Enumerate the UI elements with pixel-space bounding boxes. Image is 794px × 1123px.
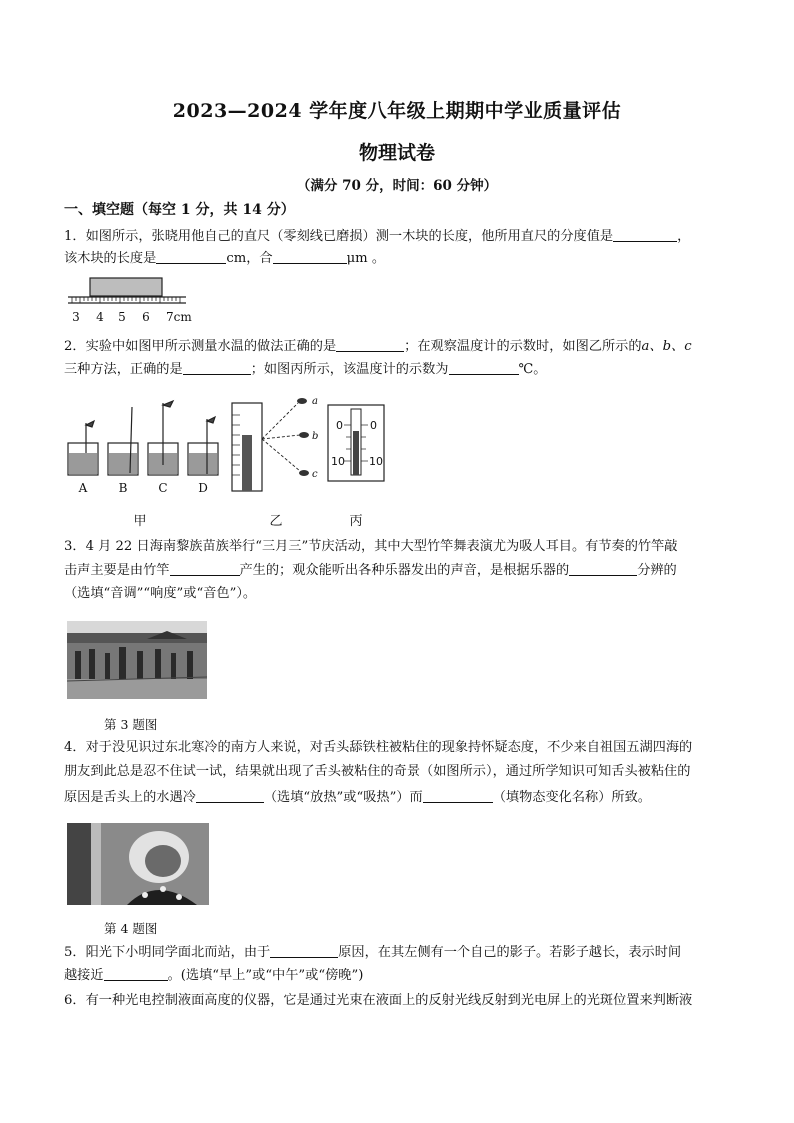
- q5-line2: 越接近 。(选填“早上”或“中午”或“傍晚”): [64, 968, 364, 983]
- q2-figures: [60, 395, 400, 530]
- figure-label-bing: 丙: [349, 514, 363, 529]
- q3-line1: 3．4 月 22 日海南黎族苗族举行“三月三”节庆活动，其中大型竹竿舞表演尤为吸人耳目。有节奏的竹竿敲: [64, 539, 678, 554]
- q3-line2: 击声主要是由竹竿 产生的；观众能听出各种乐器发出的声音，是根据乐器的 分辨的: [64, 563, 677, 578]
- answer-blank[interactable]: [183, 360, 251, 375]
- q2-line2: 三种方法，正确的是 ；如图丙所示，该温度计的示数为 ℃。: [64, 362, 547, 377]
- q2-line1: 2．实验中如图甲所示测量水温的做法正确的是 ；在观察温度计的示数时，如图乙所示的a、b、c: [64, 339, 692, 354]
- answer-blank[interactable]: [170, 561, 240, 576]
- beaker-b: [108, 407, 138, 475]
- exam-title: 2023—2024 学年度八年级上期期中学业质量评估: [172, 100, 622, 122]
- thermo-scale-label: 10: [369, 455, 383, 468]
- thermometer-scale-figure: [328, 405, 384, 481]
- answer-blank[interactable]: [273, 249, 347, 264]
- beaker-label: A: [78, 481, 88, 495]
- answer-blank[interactable]: [569, 561, 637, 576]
- ruler-tick-label: 6: [142, 310, 150, 324]
- ruler-tick-label: 4: [96, 310, 104, 324]
- q4-caption: 第 4 题图: [104, 921, 158, 936]
- ruler-tick-label: 5: [118, 310, 126, 324]
- answer-blank[interactable]: [423, 788, 493, 803]
- q1-line1: 1．如图所示，张晓用他自己的直尺（零刻线已磨损）测一木块的长度，他所用直尺的分度值是 ，: [64, 229, 691, 244]
- answer-blank[interactable]: [156, 249, 226, 264]
- answer-blank[interactable]: [104, 966, 168, 981]
- q3-caption: 第 3 题图: [104, 717, 158, 732]
- answer-blank[interactable]: [270, 943, 338, 958]
- beaker-label: C: [158, 481, 168, 495]
- thermo-scale-label: 0: [336, 419, 343, 432]
- view-label: a: [312, 396, 318, 407]
- wood-block: [90, 278, 162, 296]
- q1-line2: 该木块的长度是 cm，合 μm 。: [64, 251, 386, 266]
- view-label: c: [312, 469, 318, 480]
- q3-photo: [67, 621, 207, 699]
- thermo-scale-label: 10: [331, 455, 345, 468]
- answer-blank[interactable]: [196, 788, 264, 803]
- beaker-d: [188, 417, 218, 475]
- view-label: b: [312, 431, 319, 442]
- ruler-tick-label: 7cm: [166, 310, 192, 324]
- beaker-set: [68, 401, 218, 475]
- q4-line2: 朋友到此总是忍不住试一试，结果就出现了舌头被粘住的奇景（如图所示），通过所学知识可知舌头被粘住的: [64, 764, 691, 779]
- ruler-figure: [66, 276, 196, 326]
- figure-label-yi: 乙: [269, 514, 283, 529]
- q5-line1: 5．阳光下小明同学面北而站，由于 原因，在其左侧有一个自己的影子。若影子越长，表示时间: [64, 945, 682, 960]
- beaker-a: [68, 421, 98, 475]
- q4-line3: 原因是舌头上的水遇冷 （选填“放热”或“吸热”）而 （填物态变化名称）所致。: [64, 790, 651, 805]
- q4-line1: 4．对于没见识过东北寒冷的南方人来说，对舌头舔铁柱被粘住的现象持怀疑态度，不少来自祖国五湖四海的: [64, 740, 693, 755]
- ruler-ticks: [72, 297, 180, 303]
- q6-line1: 6．有一种光电控制液面高度的仪器，它是通过光束在液面上的反射光线反射到光电屏上的光斑位置来判断液: [64, 993, 693, 1008]
- q3-line3: （选填“音调”“响度”或“音色”）。: [64, 586, 257, 601]
- beaker-label: D: [198, 481, 208, 495]
- answer-blank[interactable]: [336, 337, 404, 352]
- exam-info: （满分 70 分，时间：60 分钟）: [296, 178, 498, 194]
- exam-subtitle: 物理试卷: [358, 142, 435, 164]
- ruler-tick-label: 3: [72, 310, 80, 324]
- beaker-label: B: [118, 481, 128, 495]
- section-heading: 一、填空题（每空 1 分，共 14 分）: [64, 202, 295, 218]
- beaker-c: [148, 401, 178, 475]
- figure-label-jia: 甲: [133, 514, 147, 529]
- thermometer-reading-figure: [232, 396, 318, 491]
- answer-blank[interactable]: [449, 360, 519, 375]
- answer-blank[interactable]: [613, 227, 677, 242]
- q4-photo: [67, 823, 209, 905]
- thermo-scale-label: 0: [370, 419, 377, 432]
